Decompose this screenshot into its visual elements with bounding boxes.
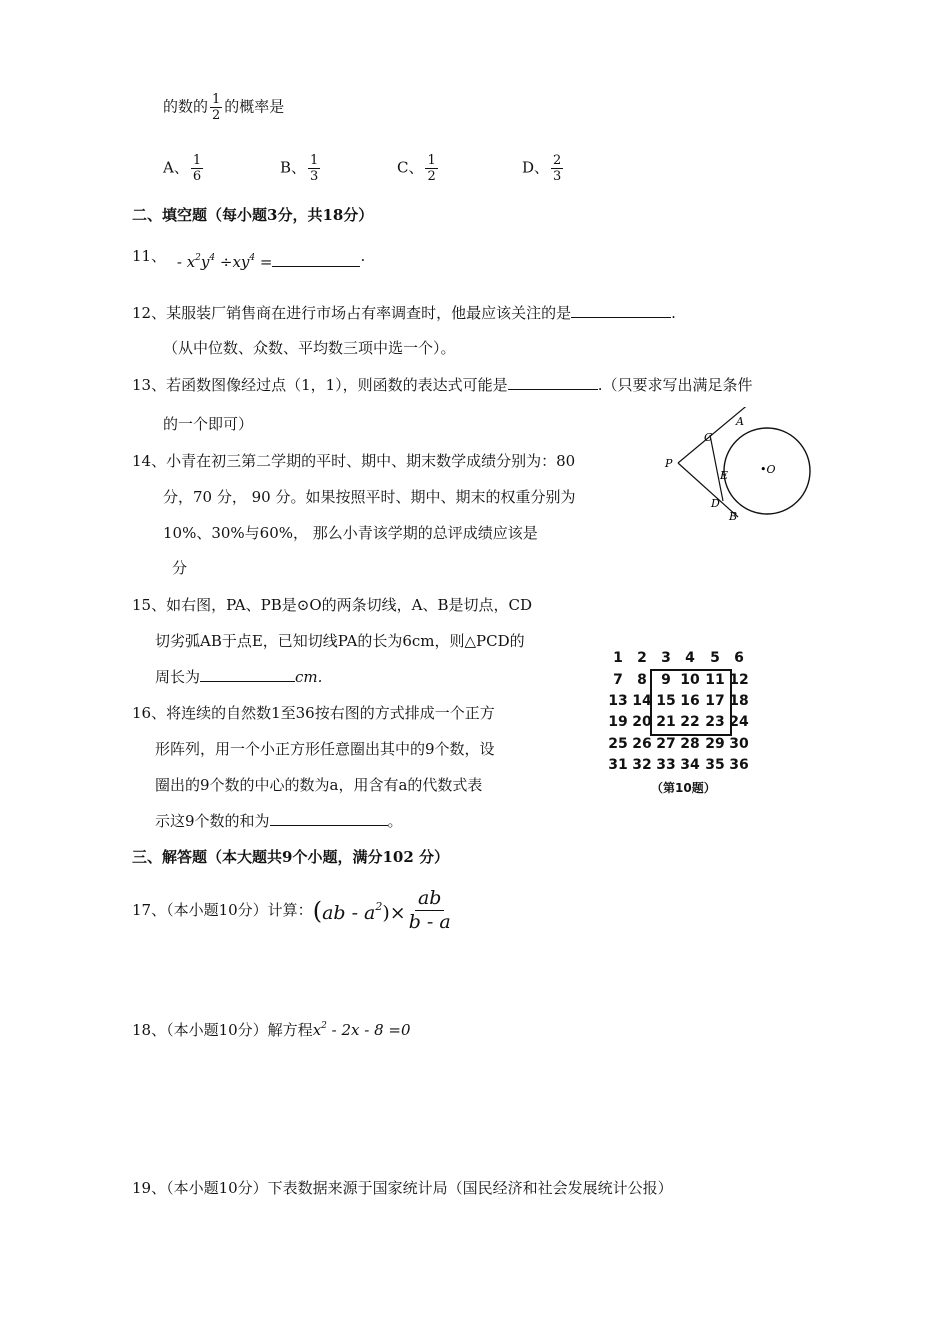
grid-cell: 2 [637,650,647,666]
grid-cell: 8 [637,672,647,688]
grid-cell: 14 [632,693,652,709]
q10-option-d: D、 $\frac{2}{3}$ [522,153,562,184]
grid-cell: 12 [729,672,749,688]
label-b: B [729,510,738,523]
grid-cell: 18 [729,693,749,709]
grid-cell: 4 [685,650,695,666]
grid-cell: 30 [729,736,749,752]
q13-line1: 13、若函数图像经过点（1，1），则函数的表达式可能是 .（只要求写出满足条件 [132,376,753,394]
label-d: D [711,497,720,510]
grid-cell: 32 [632,757,652,773]
q18-equation: $x^2 - 2x - 8 =0$ [312,1021,411,1039]
grid-cell: 22 [680,714,700,730]
grid-cell: 33 [656,757,676,773]
q10-option-a: A、 $\frac{1}{6}$ [163,153,202,184]
label-a: A [736,415,744,428]
section3-title: 三、解答题（本大题共9个小题，满分102 分） [132,848,449,866]
q19: 19、（本小题10分）下表数据来源于国家统计局（国民经济和社会发展统计公报） [132,1179,673,1197]
q12-line1: 12、某服装厂销售商在进行市场占有率调查时，他最应该关注的是 . [132,304,676,322]
grid-cell: 13 [608,693,628,709]
q16-line2: 形阵列，用一个小正方形任意圈出其中的9个数，设 [155,740,495,758]
q11-answer-blank [272,252,360,267]
q10-stem-fraction: $\frac{1}{2}$ [212,92,221,123]
label-c: C [704,431,713,444]
q14-line4: 分 [172,559,188,577]
q18: 18、（本小题10分）解方程$x^2 - 2x - 8 =0$ [132,1021,411,1039]
grid-cell: 1 [613,650,623,666]
q14-line2: 分，70 分， 90 分。如果按照平时、期中、期末的权重分别为 [163,488,576,506]
grid-cell: 15 [656,693,676,709]
grid-cell: 26 [632,736,652,752]
q10-stem: 的数的 $\frac{1}{2}$ 的概率是 [163,92,285,123]
q15-line1: 15、如右图，PA、PB是⊙O的两条切线，A、B是切点，CD [132,596,532,614]
grid-cell: 34 [680,757,700,773]
q13-answer-blank [508,375,598,390]
grid-selection-box [650,669,732,736]
q16-line3: 圈出的9个数的中心的数为a，用含有a的代数式表 [155,776,483,794]
grid-cell: 7 [613,672,623,688]
q12-answer-blank [571,303,671,318]
label-e: E [720,469,729,482]
grid-cell: 28 [680,736,700,752]
grid-cell: 5 [710,650,720,666]
grid-caption: （第10题） [651,781,716,795]
q11-expression: - $x^2y^4 \div xy^4$ = [176,253,273,271]
q16-answer-blank [270,811,388,826]
label-o: •O [760,463,776,476]
q17: 17、（本小题10分）计算：$(ab - a^2)\times$ $\frac{ab}{b - a}$ [132,884,454,936]
q10-option-b: B、 $\frac{1}{3}$ [280,153,319,184]
q15-answer-blank [200,667,295,682]
label-p: P [665,457,673,470]
q15-line3: 周长为 cm. [155,668,323,686]
grid-cell: 3 [661,650,671,666]
q14-line1: 14、小青在初三第二学期的平时、期中、期末数学成绩分别为：80 [132,452,576,470]
q12-line2: （从中位数、众数、平均数三项中选一个）。 [163,339,456,357]
grid-cell: 27 [656,736,676,752]
grid-cell: 16 [680,693,700,709]
grid-cell: 9 [661,672,671,688]
grid-cell: 35 [705,757,725,773]
grid-cell: 31 [608,757,628,773]
grid-cell: 10 [680,672,700,688]
q16-line1: 16、将连续的自然数1至36按右图的方式排成一个正方 [132,704,495,722]
q16-line4: 示这9个数的和为 。 [155,812,403,830]
section2-title: 二、填空题（每小题3分，共18分） [132,206,374,224]
grid-cell: 23 [705,714,725,730]
grid-cell: 6 [734,650,744,666]
tangent-pa [678,407,774,463]
grid-cell: 24 [729,714,749,730]
grid-cell: 17 [705,693,725,709]
grid-cell: 20 [632,714,652,730]
grid-cell: 21 [656,714,676,730]
tangent-circle-figure [660,407,820,527]
grid-cell: 29 [705,736,725,752]
grid-cell: 11 [705,672,725,688]
q14-line3: 10%、30%与60%， 那么小青该学期的总评成绩应该是 [163,524,538,542]
grid-cell: 25 [608,736,628,752]
q17-fraction: $\frac{ab}{b - a}$ [408,886,451,933]
q10-option-c: C、 $\frac{1}{2}$ [397,153,436,184]
q17-expression: $(ab - a^2)\times$ [312,897,406,925]
q15-line2: 切劣弧AB于点E，已知切线PA的长为6cm，则△PCD的 [155,632,525,650]
q11: 11、 - $x^2y^4 \div xy^4$ = . [132,247,366,271]
q13-line2: 的一个即可） [163,415,254,433]
grid-cell: 19 [608,714,628,730]
grid-cell: 36 [729,757,749,773]
tangent-cd [710,435,723,501]
